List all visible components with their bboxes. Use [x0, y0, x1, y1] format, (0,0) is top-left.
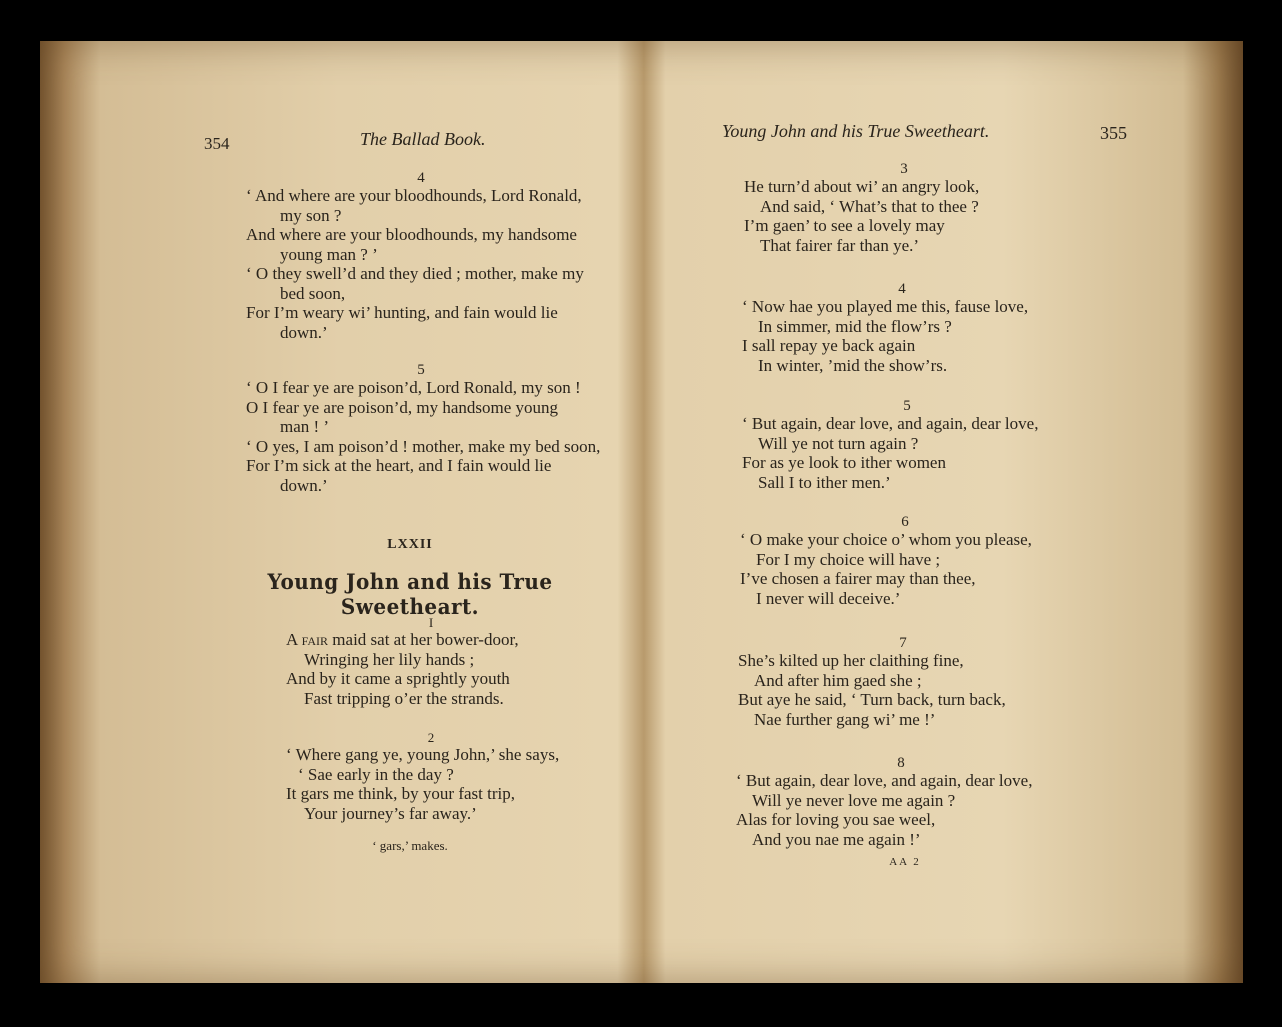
verse-line: For I my choice will have ; — [756, 549, 941, 569]
stanza — [246, 615, 636, 708]
verse-line: I never will deceive.’ — [756, 588, 901, 608]
stanza — [744, 162, 1084, 255]
verse-line-rest: maid sat at her bower-door, — [328, 630, 519, 649]
verse-line: He turn’d about wi’ an angry look, — [744, 177, 980, 196]
stanza — [742, 282, 1082, 375]
stanza — [246, 730, 636, 823]
verse-line: I’m gaen’ to see a lovely may — [744, 216, 945, 235]
running-title: Young John and his True Sweetheart. — [722, 121, 990, 141]
verse-line: ‘ But again, dear love, and again, dear love, — [742, 414, 1039, 433]
verse-line: She’s kilted up her claithing fine, — [738, 651, 964, 670]
verse-line: ‘ And where are your bloodhounds, Lord Ronald, — [246, 186, 582, 205]
verse-line: And you nae me again !’ — [752, 829, 921, 849]
smallcaps-word: fair — [301, 630, 329, 649]
verse-line: ‘ Where gang ye, young John,’ she says, — [286, 745, 560, 764]
stanza-number: 6 — [901, 514, 909, 530]
stanza-number: 5 — [903, 398, 911, 414]
stanza — [738, 636, 1088, 729]
footnote: ‘ gars,’ makes. — [372, 838, 448, 853]
verse-line: And by it came a sprightly youth — [286, 669, 510, 688]
verse-line: bed soon, — [280, 283, 346, 303]
left-page — [190, 41, 630, 983]
verse-line: I sall repay ye back again — [742, 336, 916, 355]
ballad-number: LXXII — [387, 537, 433, 552]
verse-line: Sall I to ither men.’ — [758, 472, 891, 492]
stanza — [736, 756, 1086, 849]
verse-line: In simmer, mid the flow’rs ? — [758, 316, 952, 336]
verse-line: Wringing her lily hands ; — [304, 649, 475, 669]
verse-line: ‘ Now hae you played me this, fause love, — [742, 297, 1029, 316]
verse-line: ‘ O yes, I am poison’d ! mother, make my bed soon, — [246, 436, 601, 456]
initial-word: A — [286, 630, 298, 649]
page-number: 355 — [1100, 123, 1127, 143]
right-running-head — [722, 121, 1127, 145]
verse-line: Fast tripping o’er the strands. — [304, 688, 504, 708]
verse-line: ‘ O make your choice o’ whom you please, — [740, 530, 1032, 549]
verse-line: Nae further gang wi’ me !’ — [754, 709, 936, 729]
verse-line: ‘ O they swell’d and they died ; mother, make my — [246, 264, 584, 283]
stanza-number: I — [428, 615, 434, 630]
right-page — [722, 41, 1127, 983]
verse-line: Alas for loving you sae weel, — [736, 810, 936, 829]
verse-line: Will ye never love me again ? — [752, 790, 956, 810]
stanza-number: 5 — [417, 362, 425, 378]
verse-line: But aye he said, ‘ Turn back, turn back, — [738, 690, 1006, 709]
verse-line: That fairer far than ye.’ — [760, 235, 920, 255]
printer-signature: AA 2 — [889, 856, 921, 868]
left-running-head — [190, 129, 630, 153]
stanza-number: 3 — [900, 161, 908, 177]
verse-line: For I’m weary wi’ hunting, and fain would lie — [246, 303, 558, 322]
verse-line: ‘ Sae early in the day ? — [298, 764, 454, 784]
ballad-title: Young John and his True Sweetheart. — [267, 569, 553, 619]
open-book — [40, 41, 1243, 983]
verse-line: down.’ — [280, 475, 328, 495]
stanza — [742, 399, 1092, 492]
verse-line: It gars me think, by your fast trip, — [286, 784, 515, 803]
verse-line: ‘ O I fear ye are poison’d, Lord Ronald, my son ! — [246, 378, 581, 397]
verse-line: And where are your bloodhounds, my handsome — [246, 225, 577, 244]
verse-line: For I’m sick at the heart, and I fain would lie — [246, 456, 552, 475]
verse-line: For as ye look to ither women — [742, 453, 946, 472]
verse-line: man ! ’ — [280, 417, 330, 436]
stanza — [740, 515, 1090, 608]
stanza — [246, 363, 636, 495]
verse-line: And said, ‘ What’s that to thee ? — [760, 196, 979, 216]
verse-line: ‘ But again, dear love, and again, dear love, — [736, 771, 1033, 790]
stanza — [246, 171, 636, 342]
verse-line: Your journey’s far away.’ — [304, 803, 477, 823]
stanza-number: 7 — [899, 635, 907, 651]
stanza-number: 4 — [417, 170, 425, 186]
verse-line — [246, 630, 636, 650]
page-number: 354 — [204, 134, 230, 153]
stanza-number: 2 — [427, 730, 435, 745]
verse-line: And after him gaed she ; — [754, 670, 922, 690]
verse-line: In winter, ’mid the show’rs. — [758, 355, 948, 375]
verse-line: I’ve chosen a fairer may than thee, — [740, 569, 976, 588]
verse-line: O I fear ye are poison’d, my handsome young — [246, 397, 559, 417]
stanza-number: 4 — [898, 281, 906, 297]
verse-line: down.’ — [280, 322, 328, 342]
stanza-number: 8 — [897, 755, 905, 771]
verse-line: my son ? — [280, 205, 342, 225]
verse-line: Will ye not turn again ? — [758, 433, 919, 453]
running-title: The Ballad Book. — [360, 129, 486, 149]
verse-line: young man ? ’ — [280, 244, 378, 264]
